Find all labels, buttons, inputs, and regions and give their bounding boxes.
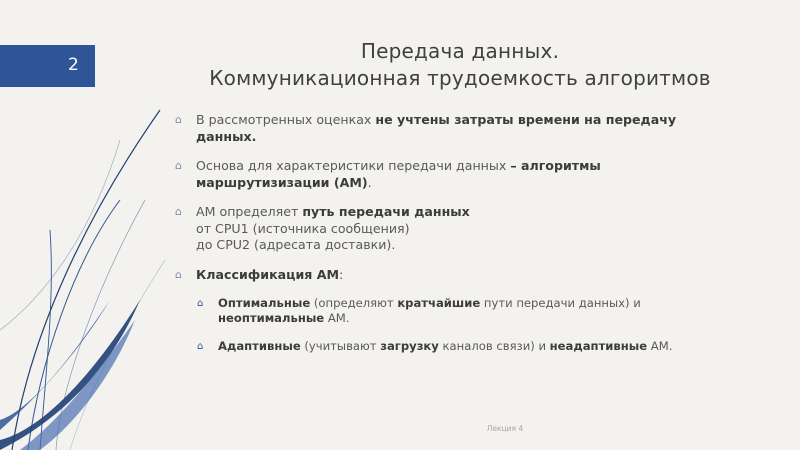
bold-text: неадаптивные	[549, 339, 648, 353]
text: пути передачи данных) и	[480, 296, 641, 310]
text: АМ.	[324, 311, 350, 325]
text: :	[339, 266, 344, 282]
blade-2	[0, 300, 140, 450]
bullet-marker-icon: ⌂	[175, 267, 182, 281]
bullet-item	[175, 204, 715, 254]
text: от CPU1 (источника сообщения)	[196, 220, 410, 236]
text: (определяют	[310, 296, 398, 310]
subbullet-item	[197, 296, 715, 326]
slide-content	[175, 112, 715, 367]
bold-text: неоптимальные	[218, 311, 325, 325]
bold-text: Оптимальные	[218, 296, 311, 310]
text: до CPU2 (адресата доставки).	[196, 237, 396, 252]
bold-text: кратчайшие	[397, 296, 481, 310]
slide-number-badge	[0, 45, 95, 87]
sub-bullet-list	[175, 296, 715, 354]
bullet-item	[175, 267, 715, 284]
bold-text: путь передачи данных	[302, 204, 470, 219]
text: В рассмотренных оценках	[196, 112, 376, 127]
curve-5	[70, 260, 165, 450]
curve-4	[56, 200, 145, 450]
text: (учитывают	[300, 339, 381, 353]
bullet-item	[175, 158, 715, 191]
bold-text: не учтены затраты времени на передачу данных.	[196, 112, 677, 144]
text: АМ.	[647, 339, 673, 353]
bullet-item	[175, 112, 715, 145]
slide-title	[170, 38, 750, 92]
subbullet-item	[197, 339, 715, 354]
text: АМ определяет	[196, 204, 303, 219]
title-line-1: Передача данных.	[360, 39, 560, 63]
bold-text: загрузку	[380, 339, 439, 353]
text: Основа для характеристики передачи данных	[196, 158, 511, 173]
curve-1	[12, 110, 160, 450]
slide-number: 2	[68, 55, 79, 75]
title-line-2: Коммуникационная трудоемкость алгоритмов	[209, 66, 711, 90]
bullet-marker-icon: ⌂	[175, 113, 182, 126]
bold-text: Классификация АМ	[196, 266, 340, 282]
bold-text: Адаптивные	[218, 339, 301, 353]
bullet-marker-icon: ⌂	[197, 341, 204, 352]
blade-3	[20, 320, 135, 450]
bold-text: – алгоритмы маршрутизизации (АМ)	[196, 158, 601, 190]
curve-2	[28, 200, 120, 450]
text: .	[367, 174, 372, 190]
curve-3	[0, 140, 120, 330]
footer-text: Лекция 4	[486, 424, 524, 433]
text: каналов связи) и	[438, 339, 550, 353]
bullet-marker-icon: ⌂	[175, 205, 182, 218]
blade-1	[0, 300, 110, 430]
bullet-marker-icon: ⌂	[197, 298, 204, 309]
bullet-list	[175, 112, 715, 283]
bullet-marker-icon: ⌂	[175, 159, 182, 172]
curve-6	[40, 230, 51, 450]
